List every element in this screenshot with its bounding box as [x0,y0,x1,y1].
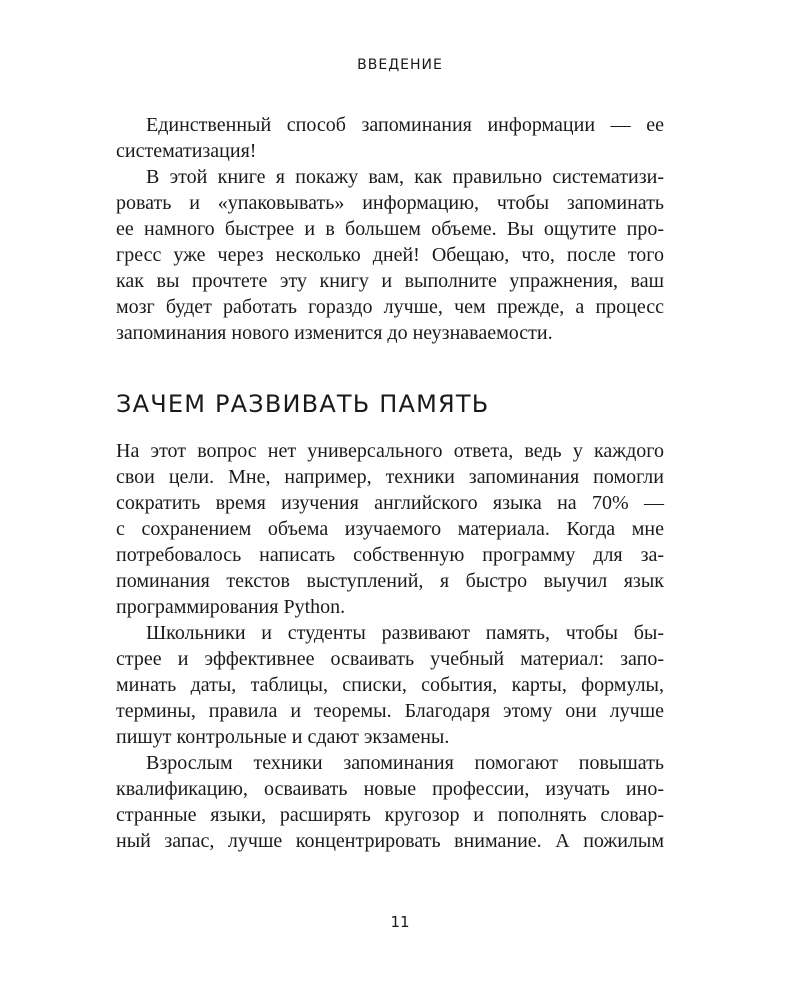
text-line: мозг будет работать гораздо лучше, чем прежде, а процесс [116,296,664,318]
text-line: потребовалось написать собственную программу для за- [116,544,664,566]
text-line: с сохранением объема изучаемого материала. Когда мне [116,518,664,540]
text-line: странные языки, расширять кругозор и пополнять словар- [116,804,664,826]
section-heading: ЗАЧЕМ РАЗВИВАТЬ ПАМЯТЬ [116,390,490,418]
text-line: сократить время изучения английского языка на 70% — [116,492,664,514]
text-line: Единственный способ запоминания информации — ее [146,114,664,136]
text-line: пишут контрольные и сдают экзамены. [116,726,450,748]
text-line: свои цели. Мне, например, техники запоминания помогли [116,466,664,488]
text-line: ный запас, лучше концентрировать внимание. А пожилым [116,830,664,852]
text-line: поминания текстов выступлений, я быстро выучил язык [116,570,664,592]
text-line: систематизация! [116,140,257,162]
text-line: На этот вопрос нет универсального ответа, ведь у каждого [116,440,664,462]
text-line: квалификацию, осваивать новые профессии, изучать ино- [116,778,664,800]
text-line: ровать и «упаковывать» информацию, чтобы запоминать [116,192,664,214]
intro-text [116,112,664,346]
text-line: В этой книге я покажу вам, как правильно систематизи- [146,166,664,188]
text-line: термины, правила и теоремы. Благодаря этому они лучше [116,700,664,722]
text-line: гресс уже через несколько дней! Обещаю, что, после того [116,244,664,266]
text-line: запоминания нового изменится до неузнаваемости. [116,322,553,344]
running-head: ВВЕДЕНИЕ [357,57,443,73]
section-text [116,438,664,854]
page-number: 11 [390,913,410,931]
text-line: стрее и эффективнее осваивать учебный материал: запо- [116,648,664,670]
text-line: как вы прочтете эту книгу и выполните упражнения, ваш [116,270,664,292]
text-line: ее намного быстрее и в большем объеме. Вы ощутите про- [116,218,664,240]
text-line: Взрослым техники запоминания помогают повышать [146,752,664,774]
text-line: программирования Python. [116,596,346,618]
text-line: минать даты, таблицы, списки, события, карты, формулы, [116,674,664,696]
text-line: Школьники и студенты развивают память, чтобы бы- [146,622,664,644]
